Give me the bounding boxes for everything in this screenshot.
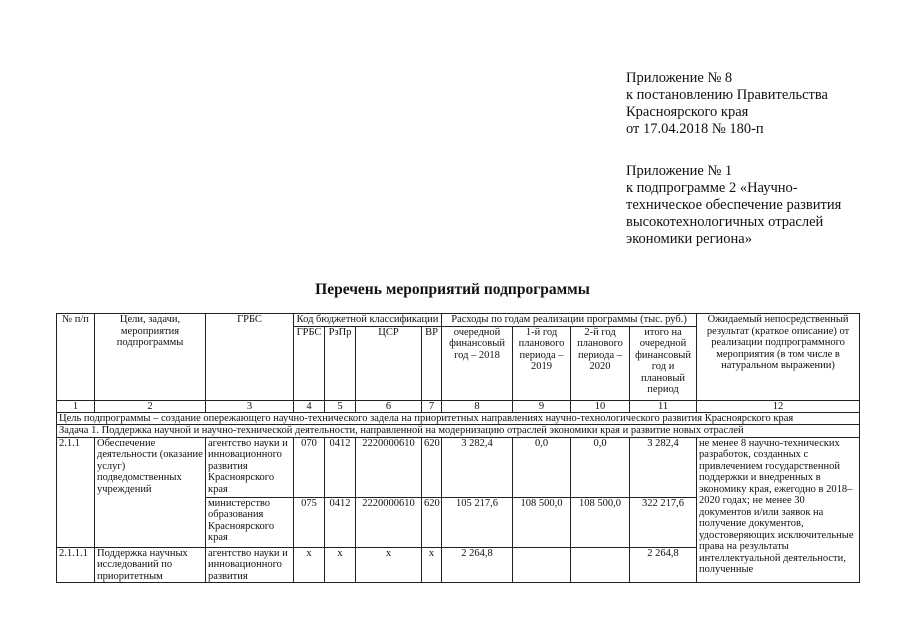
row-y2018: 105 217,6 — [442, 497, 513, 547]
column-number-row — [57, 400, 860, 412]
row-y2018: 3 282,4 — [442, 437, 513, 497]
column-number: 11 — [630, 400, 697, 412]
header-expenses: Расходы по годам реализации программы (тыс. руб.) — [442, 314, 697, 327]
table-row — [57, 437, 860, 497]
row-grbs-code: х — [294, 547, 325, 583]
row-y2019: 108 500,0 — [513, 497, 571, 547]
document-title: Перечень мероприятий подпрограммы — [315, 281, 590, 298]
header-result: Ожидаемый непосредственный результат (краткое описание) от реализации подпрограммного мероприятия (в том числе в натуральном выражении) — [697, 314, 860, 401]
appendix-1-line-3: техническое обеспечение развития — [626, 197, 842, 213]
header-grbs: ГРБС — [206, 314, 294, 401]
goal-row — [57, 412, 860, 425]
row-y2019 — [513, 547, 571, 583]
column-number: 8 — [442, 400, 513, 412]
header-year-2018: очередной финансовый год – 2018 — [442, 326, 513, 400]
row-y2020 — [571, 547, 630, 583]
row-total: 322 217,6 — [630, 497, 697, 547]
appendix-1-line-1: Приложение № 1 — [626, 163, 733, 179]
column-number: 6 — [356, 400, 422, 412]
row-name: Поддержка научных исследований по приоритетным — [95, 547, 206, 583]
row-csr: 2220000610 — [356, 497, 422, 547]
row-total: 2 264,8 — [630, 547, 697, 583]
row-grbs: агентство науки и инновационного развития — [206, 547, 294, 583]
measures-table — [56, 313, 860, 583]
row-y2020: 0,0 — [571, 437, 630, 497]
column-number: 5 — [325, 400, 356, 412]
appendix-8-line-4: от 17.04.2018 № 180-п — [626, 121, 764, 137]
header-year-2020: 2-й год планового периода – 2020 — [571, 326, 630, 400]
column-number: 4 — [294, 400, 325, 412]
task-text: Задача 1. Поддержка научной и научно-технической деятельности, направленной на модернизацию отраслей экономики края и развитие новых отраслей — [57, 425, 860, 438]
goal-text: Цель подпрограммы – создание опережающего научно-технического задела на приоритетных направлениях научно-технологического развития Красноярского края — [57, 412, 860, 425]
appendix-8-line-2: к постановлению Правительства — [626, 87, 828, 103]
row-grbs: министерство образования Красноярского края — [206, 497, 294, 547]
row-grbs: агентство науки и инновационного развития Красноярского края — [206, 437, 294, 497]
header-row-1 — [57, 314, 860, 327]
row-rzpr: 0412 — [325, 497, 356, 547]
column-number: 10 — [571, 400, 630, 412]
row-y2020: 108 500,0 — [571, 497, 630, 547]
row-rzpr: 0412 — [325, 437, 356, 497]
row-grbs-code: 075 — [294, 497, 325, 547]
header-rzpr: РзПр — [325, 326, 356, 400]
appendix-8-line-1: Приложение № 8 — [626, 70, 733, 86]
header-budget-code: Код бюджетной классификации — [294, 314, 442, 327]
column-number: 9 — [513, 400, 571, 412]
row-y2018: 2 264,8 — [442, 547, 513, 583]
row-result: не менее 8 научно-технических разработок, созданных с привлечением государственной поддержки и внедренных в экономику края, ежегодно в 2018–2020 годах; не менее 30 документов и/или заявок на получение документов, удостоверяющих исключительные права на результаты интеллектуальной деятельности, полученные — [697, 437, 860, 583]
row-total: 3 282,4 — [630, 437, 697, 497]
header-csr: ЦСР — [356, 326, 422, 400]
appendix-1-line-4: высокотехнологичных отраслей — [626, 214, 824, 230]
row-vr: 620 — [422, 497, 442, 547]
appendix-8-line-3: Красноярского края — [626, 104, 749, 120]
appendix-8-block — [626, 70, 828, 138]
column-number: 3 — [206, 400, 294, 412]
column-number: 1 — [57, 400, 95, 412]
header-vr: ВР — [422, 326, 442, 400]
row-name: Обеспечение деятельности (оказание услуг) подведомственных учреждений — [95, 437, 206, 547]
header-goals: Цели, задачи, мероприятия подпрограммы — [95, 314, 206, 401]
task-row — [57, 425, 860, 438]
header-total: итого на очередной финансовый год и плановый период — [630, 326, 697, 400]
appendix-1-line-5: экономики региона» — [626, 231, 752, 247]
column-number: 12 — [697, 400, 860, 412]
header-year-2019: 1-й год планового периода – 2019 — [513, 326, 571, 400]
row-rzpr: х — [325, 547, 356, 583]
row-csr: 2220000610 — [356, 437, 422, 497]
row-grbs-code: 070 — [294, 437, 325, 497]
row-vr: 620 — [422, 437, 442, 497]
appendix-1-block — [626, 163, 841, 248]
column-number: 7 — [422, 400, 442, 412]
header-grbs-code: ГРБС — [294, 326, 325, 400]
row-csr: х — [356, 547, 422, 583]
row-num: 2.1.1.1 — [57, 547, 95, 583]
header-num: № п/п — [57, 314, 95, 401]
row-num: 2.1.1 — [57, 437, 95, 547]
appendix-1-line-2: к подпрограмме 2 «Научно- — [626, 180, 798, 196]
row-vr: х — [422, 547, 442, 583]
column-number: 2 — [95, 400, 206, 412]
row-y2019: 0,0 — [513, 437, 571, 497]
